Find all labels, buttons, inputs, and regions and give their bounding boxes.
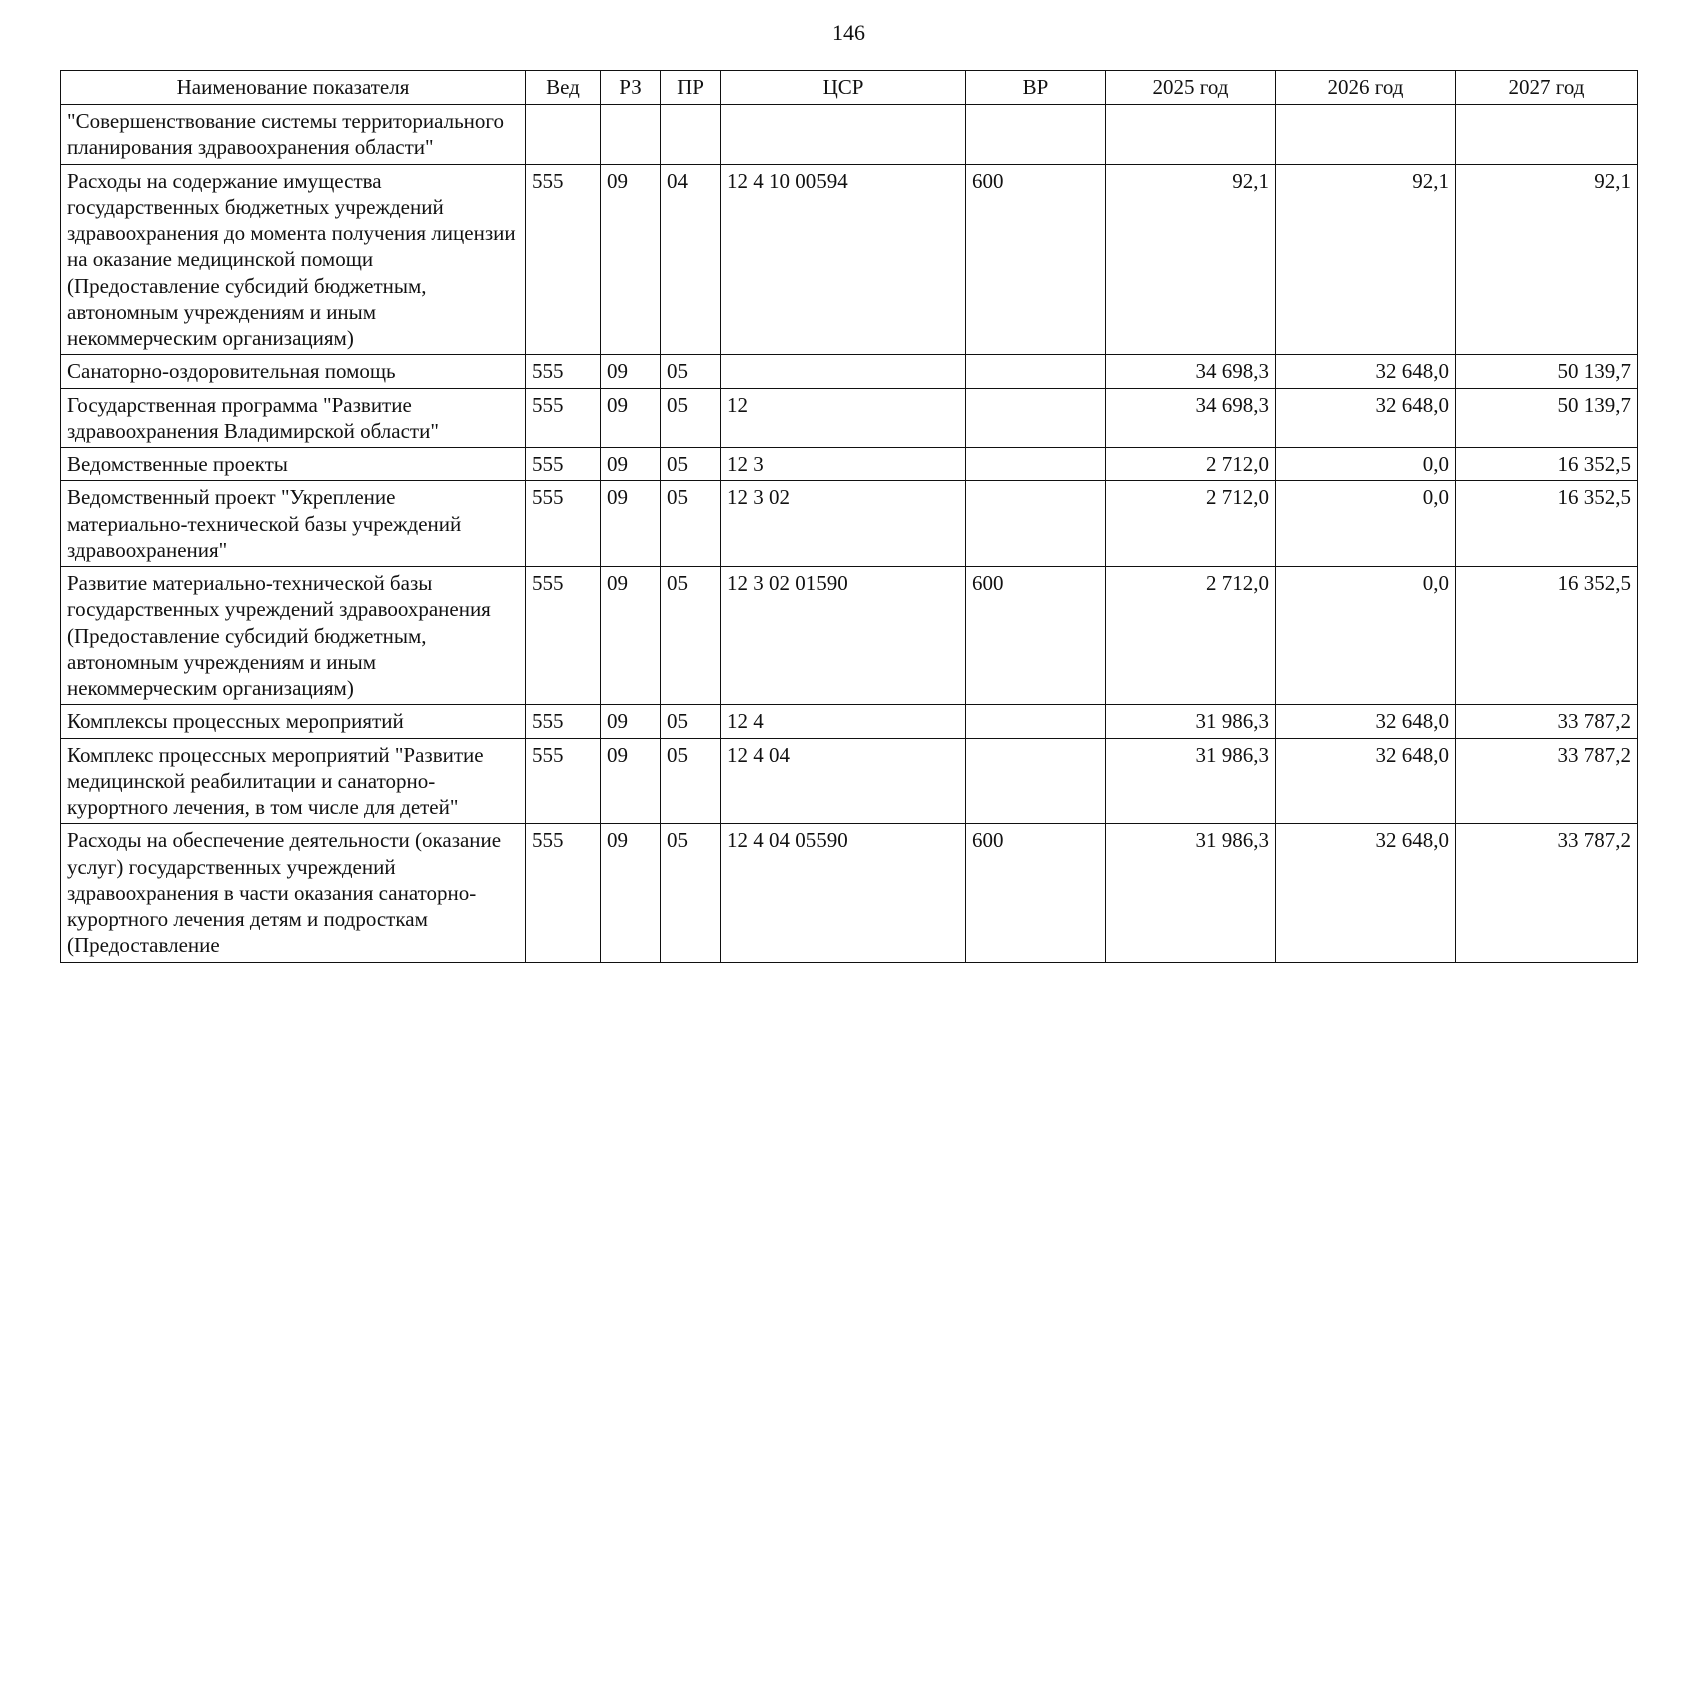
cell-csr: 12 (721, 388, 966, 448)
budget-table (60, 70, 1638, 963)
cell-name: Государственная программа "Развитие здравоохранения Владимирской области" (61, 388, 526, 448)
cell-csr (721, 355, 966, 388)
cell-2026: 0,0 (1276, 448, 1456, 481)
cell-2025: 2 712,0 (1106, 448, 1276, 481)
cell-rz: 09 (601, 448, 661, 481)
cell-pr: 05 (661, 481, 721, 567)
cell-pr: 05 (661, 705, 721, 738)
cell-rz: 09 (601, 355, 661, 388)
cell-csr: 12 3 02 01590 (721, 567, 966, 705)
cell-name: Ведомственный проект "Укрепление материально-технической базы учреждений здравоохранения" (61, 481, 526, 567)
cell-ved: 555 (526, 738, 601, 824)
cell-ved: 555 (526, 824, 601, 962)
cell-ved: 555 (526, 567, 601, 705)
header-rz: РЗ (601, 71, 661, 105)
cell-2026: 0,0 (1276, 481, 1456, 567)
cell-csr: 12 4 (721, 705, 966, 738)
table-row (61, 164, 1638, 355)
cell-csr: 12 3 02 (721, 481, 966, 567)
cell-rz: 09 (601, 388, 661, 448)
header-ved: Вед (526, 71, 601, 105)
table-row (61, 738, 1638, 824)
cell-pr: 05 (661, 388, 721, 448)
header-vr: ВР (966, 71, 1106, 105)
cell-csr (721, 105, 966, 165)
cell-2025: 31 986,3 (1106, 824, 1276, 962)
cell-rz: 09 (601, 567, 661, 705)
cell-csr: 12 4 10 00594 (721, 164, 966, 355)
page-number: 146 (832, 20, 865, 45)
table-row (61, 448, 1638, 481)
cell-2026: 32 648,0 (1276, 705, 1456, 738)
cell-vr (966, 355, 1106, 388)
header-pr: ПР (661, 71, 721, 105)
cell-csr: 12 4 04 05590 (721, 824, 966, 962)
cell-2025: 2 712,0 (1106, 481, 1276, 567)
cell-2026: 32 648,0 (1276, 388, 1456, 448)
cell-pr: 04 (661, 164, 721, 355)
cell-name: Развитие материально-технической базы государственных учреждений здравоохранения (Предоставление субсидий бюджетным, автономным учреждениям и иным некоммерческим организациям) (61, 567, 526, 705)
cell-2026: 0,0 (1276, 567, 1456, 705)
header-name: Наименование показателя (61, 71, 526, 105)
cell-rz: 09 (601, 164, 661, 355)
cell-vr: 600 (966, 824, 1106, 962)
cell-2027: 16 352,5 (1456, 448, 1638, 481)
cell-2026: 32 648,0 (1276, 355, 1456, 388)
table-row (61, 388, 1638, 448)
cell-rz: 09 (601, 738, 661, 824)
cell-vr (966, 738, 1106, 824)
cell-2027: 92,1 (1456, 164, 1638, 355)
cell-vr: 600 (966, 164, 1106, 355)
cell-csr: 12 3 (721, 448, 966, 481)
cell-2025: 31 986,3 (1106, 705, 1276, 738)
cell-ved: 555 (526, 705, 601, 738)
cell-2027: 50 139,7 (1456, 355, 1638, 388)
cell-2025: 2 712,0 (1106, 567, 1276, 705)
cell-rz: 09 (601, 481, 661, 567)
cell-2027: 33 787,2 (1456, 824, 1638, 962)
cell-pr: 05 (661, 355, 721, 388)
cell-vr (966, 448, 1106, 481)
cell-2027: 16 352,5 (1456, 481, 1638, 567)
cell-2026: 92,1 (1276, 164, 1456, 355)
cell-csr: 12 4 04 (721, 738, 966, 824)
table-row (61, 824, 1638, 962)
cell-2027 (1456, 105, 1638, 165)
cell-name: Расходы на обеспечение деятельности (оказание услуг) государственных учреждений здравоохранения в части оказания санаторно-курортного лечения детям и подросткам (Предоставление (61, 824, 526, 962)
header-csr: ЦСР (721, 71, 966, 105)
cell-pr: 05 (661, 567, 721, 705)
table-row (61, 567, 1638, 705)
cell-2027: 33 787,2 (1456, 705, 1638, 738)
cell-2027: 16 352,5 (1456, 567, 1638, 705)
cell-vr: 600 (966, 567, 1106, 705)
cell-vr (966, 481, 1106, 567)
cell-rz: 09 (601, 705, 661, 738)
table-row (61, 705, 1638, 738)
header-2027: 2027 год (1456, 71, 1638, 105)
cell-ved: 555 (526, 448, 601, 481)
header-2025: 2025 год (1106, 71, 1276, 105)
cell-pr (661, 105, 721, 165)
cell-ved: 555 (526, 388, 601, 448)
cell-2026: 32 648,0 (1276, 824, 1456, 962)
cell-ved: 555 (526, 481, 601, 567)
cell-vr (966, 388, 1106, 448)
cell-name: Комплекс процессных мероприятий "Развитие медицинской реабилитации и санаторно-курортного лечения, в том числе для детей" (61, 738, 526, 824)
cell-2025: 34 698,3 (1106, 355, 1276, 388)
cell-rz: 09 (601, 824, 661, 962)
table-row (61, 355, 1638, 388)
cell-name: Санаторно-оздоровительная помощь (61, 355, 526, 388)
cell-ved: 555 (526, 164, 601, 355)
cell-2025: 34 698,3 (1106, 388, 1276, 448)
cell-vr (966, 705, 1106, 738)
cell-2026 (1276, 105, 1456, 165)
table-header-row (61, 71, 1638, 105)
cell-pr: 05 (661, 738, 721, 824)
cell-name: Комплексы процессных мероприятий (61, 705, 526, 738)
cell-name: Ведомственные проекты (61, 448, 526, 481)
cell-pr: 05 (661, 448, 721, 481)
cell-name: "Совершенствование системы территориального планирования здравоохранения области" (61, 105, 526, 165)
cell-rz (601, 105, 661, 165)
cell-ved (526, 105, 601, 165)
cell-ved: 555 (526, 355, 601, 388)
cell-2026: 32 648,0 (1276, 738, 1456, 824)
cell-2025: 31 986,3 (1106, 738, 1276, 824)
cell-2025 (1106, 105, 1276, 165)
cell-2025: 92,1 (1106, 164, 1276, 355)
cell-vr (966, 105, 1106, 165)
cell-pr: 05 (661, 824, 721, 962)
table-row (61, 105, 1638, 165)
header-2026: 2026 год (1276, 71, 1456, 105)
table-row (61, 481, 1638, 567)
cell-2027: 33 787,2 (1456, 738, 1638, 824)
cell-2027: 50 139,7 (1456, 388, 1638, 448)
cell-name: Расходы на содержание имущества государственных бюджетных учреждений здравоохранения до момента получения лицензии на оказание медицинской помощи (Предоставление субсидий бюджетным, автономным учреждениям и иным некоммерческим организациям) (61, 164, 526, 355)
